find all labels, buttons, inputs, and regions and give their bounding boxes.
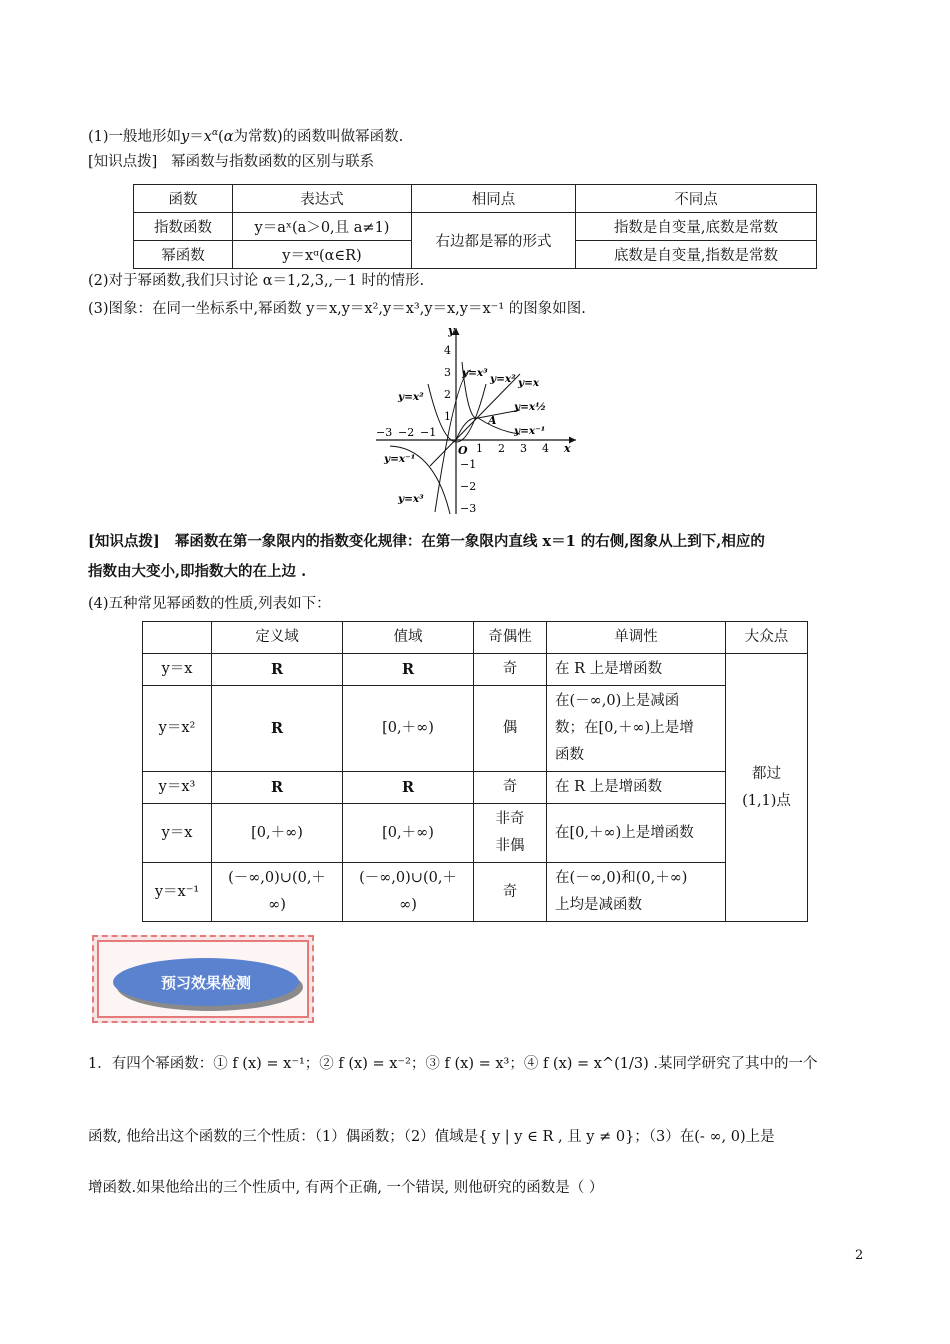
point-a-label: A [488,414,497,427]
table-cell: 在(－∞,0)和(0,＋∞) 上均是减函数 [547,863,726,922]
x-tick: 4 [542,442,549,455]
label-cube: y=x³ [462,367,488,379]
definition-line: (1)一般地形如$y=x^\alpha(\alpha$为常数)的函数叫做幂函数. [88,128,404,145]
common-point-cell: 都过 (1,1)点 [726,654,808,922]
section-banner [92,935,314,1023]
table-cell: y＝x⁻¹ [143,863,212,922]
table-header [143,622,212,654]
table-cell: 右边都是幂的形式 [412,213,576,269]
table-cell: [0,＋∞) [212,804,343,863]
x-tick: −2 [398,426,415,439]
table-cell: 奇 [474,863,547,922]
banner-title: 预习效果检测 [113,958,299,1006]
page-number: 2 [855,1248,864,1263]
table-cell: y＝aˣ(a＞0,且 a≠1) [233,213,412,241]
x-tick: −1 [420,426,437,439]
y-tick: 1 [444,410,451,423]
table-cell: 奇 [474,654,547,686]
table-cell: 在[0,＋∞)上是增函数 [547,804,726,863]
tip-2-line-2: 指数由大变小,即指数大的在上边 . [88,563,307,580]
table-header: 大众点 [726,622,808,654]
y-tick: 3 [444,366,451,379]
question-1-line-2: 函数, 他给出这个函数的三个性质：（1）偶函数；（2）值域是{ y | y ∈ R , 且 y ≠ 0}；（3）在(- ∞, 0)上是 [88,1129,775,1145]
table-cell: [0,＋∞) [343,804,474,863]
x-tick: 1 [476,442,483,455]
paragraph-4: (4)五种常见幂函数的性质,列表如下： [88,596,331,612]
table-cell: 奇 [474,772,547,804]
y-tick: 4 [444,344,451,357]
table-header: 表达式 [233,185,412,213]
axis-y-label: y [448,324,455,337]
label-square-left: y=x² [398,391,424,403]
paragraph-2: (2)对于幂函数,我们只讨论 α＝1,2,3,,－1 时的情形. [88,273,425,289]
label-cube-left: y=x³ [398,493,424,505]
table-header: 值域 [343,622,474,654]
table-header: 相同点 [412,185,576,213]
comparison-table [133,184,817,269]
table-header: 单调性 [547,622,726,654]
label-linear: y=x [518,377,540,389]
tip-2-line-1: [知识点拨] 幂函数在第一象限内的指数变化规律：在第一象限内直线 x＝1 的右侧,图象从上到下,相应的 [88,533,765,550]
label-inverse: y=x⁻¹ [514,425,546,437]
table-cell: 指数是自变量,底数是常数 [576,213,817,241]
table-cell: R [212,686,343,772]
table-cell: (－∞,0)∪(0,＋ ∞) [343,863,474,922]
table-cell: R [343,772,474,804]
power-function-graph [370,322,582,520]
axis-x-label: x [564,442,571,455]
table-header: 定义域 [212,622,343,654]
table-cell: y＝x³ [143,772,212,804]
table-cell: (－∞,0)∪(0,＋ ∞) [212,863,343,922]
label-half: y=x½ [514,401,547,413]
table-header: 不同点 [576,185,817,213]
table-cell: y＝x [143,654,212,686]
table-cell: y＝xᵅ(α∈R) [233,241,412,269]
paragraph-3: (3)图象：在同一坐标系中,幂函数 y＝x,y＝x²,y＝x³,y＝x,y＝x⁻¹ 的图象如图. [88,301,586,317]
properties-table [142,621,808,922]
y-tick: −1 [460,458,477,471]
curve-square [428,384,486,442]
table-header: 奇偶性 [474,622,547,654]
table-cell: R [212,772,343,804]
table-cell: 非奇 非偶 [474,804,547,863]
table-cell: 在(－∞,0)上是减函 数；在[0,＋∞)上是增 函数 [547,686,726,772]
table-header: 函数 [134,185,233,213]
question-1-line-3: 增函数.如果他给出的三个性质中, 有两个正确, 一个错误, 则他研究的函数是（ ） [88,1180,604,1196]
origin-label: O [458,444,468,457]
table-cell: 在 R 上是增函数 [547,654,726,686]
label-inverse-left: y=x⁻¹ [384,453,416,465]
table-cell: 偶 [474,686,547,772]
tip-heading-1: [知识点拨] 幂函数与指数函数的区别与联系 [88,154,375,170]
y-tick: −3 [460,502,477,515]
table-cell: y＝x [143,804,212,863]
table-cell: y＝x² [143,686,212,772]
y-tick: −2 [460,480,477,493]
y-tick: 2 [444,388,451,401]
table-cell: 幂函数 [134,241,233,269]
question-1-line-1: 1．有四个幂函数：① f (x) = x⁻¹；② f (x) = x⁻²；③ f (x) = x³；④ f (x) = x^(1/3) .某同学研究了其中的一个 [88,1056,818,1072]
table-cell: 在 R 上是增函数 [547,772,726,804]
table-cell: [0,＋∞) [343,686,474,772]
table-cell: 底数是自变量,指数是常数 [576,241,817,269]
x-tick: 3 [520,442,527,455]
label-square: y=x² [490,373,516,385]
x-tick: −3 [376,426,393,439]
table-cell: R [212,654,343,686]
x-tick: 2 [498,442,505,455]
table-cell: 指数函数 [134,213,233,241]
table-cell: R [343,654,474,686]
